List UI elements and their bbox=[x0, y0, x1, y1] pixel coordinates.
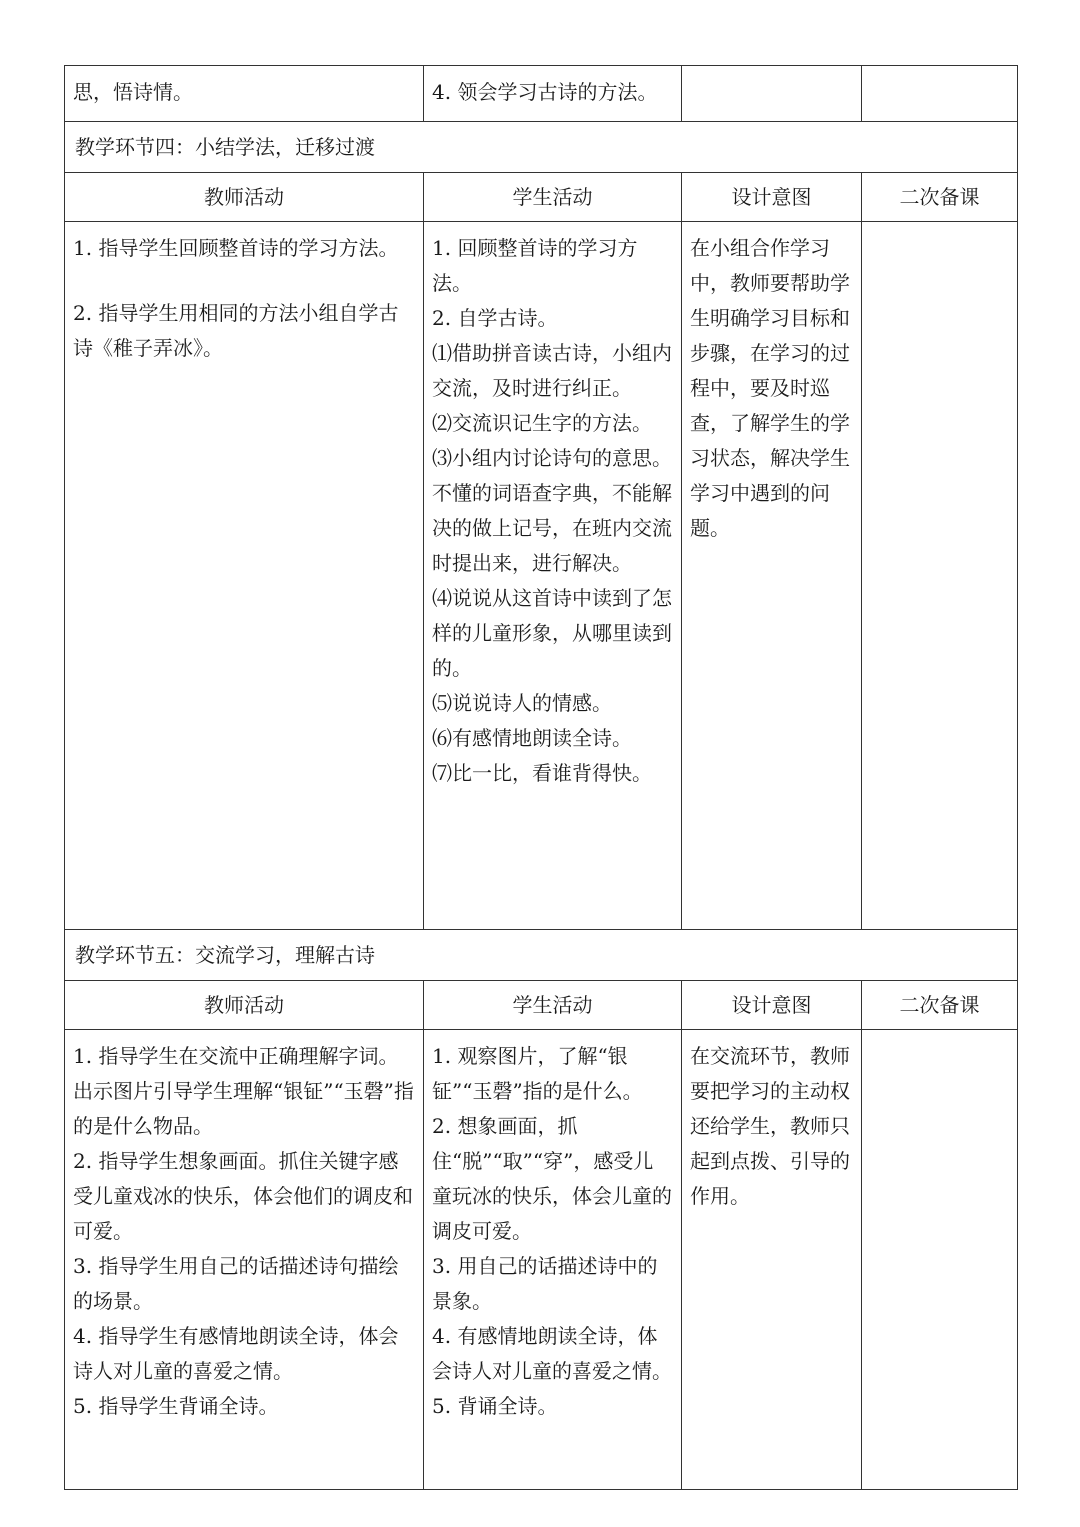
student-item: 1. 观察图片，了解“银钲”“玉磬”指的是什么。 bbox=[432, 1044, 643, 1103]
student-item: 1. 回顾整首诗的学习方法。 bbox=[432, 236, 638, 295]
intent-cell bbox=[682, 222, 862, 930]
header-intent: 设计意图 bbox=[682, 173, 862, 222]
intent-cell bbox=[682, 66, 862, 122]
student-item: ⑸说说诗人的情感。 bbox=[432, 691, 612, 715]
intent-text: 在小组合作学习中，教师要帮助学生明确学习目标和步骤，在学习的过程中，要及时巡查，了解学生的学习状态，解决学生学习中遇到的问题。 bbox=[690, 236, 850, 540]
student-cell: 4. 领会学习古诗的方法。 bbox=[424, 66, 682, 122]
section5-title: 教学环节五：交流学习，理解古诗 bbox=[65, 930, 1018, 981]
student-item: ⑷说说从这首诗中读到了怎样的儿童形象，从哪里读到的。 bbox=[432, 586, 672, 680]
section4-title: 教学环节四：小结学法，迁移过渡 bbox=[65, 122, 1018, 173]
teacher-item: 2. 指导学生用相同的方法小组自学古诗《稚子弄冰》。 bbox=[73, 301, 399, 360]
student-item: 2. 想象画面，抓住“脱”“取”“穿”，感受儿童玩冰的快乐，体会儿童的调皮可爱。 bbox=[432, 1114, 672, 1243]
section-title-row bbox=[65, 930, 1018, 981]
student-item: 5. 背诵全诗。 bbox=[432, 1394, 558, 1418]
teacher-item: 2. 指导学生想象画面。抓住关键字感受儿童戏冰的快乐，体会他们的调皮和可爱。 bbox=[73, 1149, 413, 1243]
prep-cell bbox=[862, 66, 1018, 122]
teacher-item: 5. 指导学生背诵全诗。 bbox=[73, 1394, 279, 1418]
student-item: ⑶小组内讨论诗句的意思。不懂的词语查字典，不能解决的做上记号，在班内交流时提出来，进行解决。 bbox=[432, 446, 672, 575]
student-item: ⑵交流识记生字的方法。 bbox=[432, 411, 652, 435]
student-cell bbox=[424, 1030, 682, 1490]
student-item: 2. 自学古诗。 bbox=[432, 306, 558, 330]
header-row bbox=[65, 173, 1018, 222]
header-prep: 二次备课 bbox=[862, 173, 1018, 222]
teacher-item: 4. 指导学生有感情地朗读全诗，体会诗人对儿童的喜爱之情。 bbox=[73, 1324, 399, 1383]
table-row bbox=[65, 1030, 1018, 1490]
header-intent: 设计意图 bbox=[682, 981, 862, 1030]
teacher-cell bbox=[65, 222, 424, 930]
header-row bbox=[65, 981, 1018, 1030]
prep-cell bbox=[862, 1030, 1018, 1490]
lesson-plan-table bbox=[64, 65, 1018, 1490]
student-item: ⑴借助拼音读古诗，小组内交流，及时进行纠正。 bbox=[432, 341, 672, 400]
header-student: 学生活动 bbox=[424, 173, 682, 222]
student-item: 3. 用自己的话描述诗中的景象。 bbox=[432, 1254, 658, 1313]
teacher-cell: 思，悟诗情。 bbox=[65, 66, 424, 122]
teacher-item: 1. 指导学生回顾整首诗的学习方法。 bbox=[73, 236, 399, 260]
student-item: ⑺比一比，看谁背得快。 bbox=[432, 761, 652, 785]
intent-cell bbox=[682, 1030, 862, 1490]
student-cell bbox=[424, 222, 682, 930]
header-student: 学生活动 bbox=[424, 981, 682, 1030]
table-row bbox=[65, 222, 1018, 930]
header-teacher: 教师活动 bbox=[65, 981, 424, 1030]
student-item: 4. 有感情地朗读全诗，体会诗人对儿童的喜爱之情。 bbox=[432, 1324, 672, 1383]
header-teacher: 教师活动 bbox=[65, 173, 424, 222]
prep-cell bbox=[862, 222, 1018, 930]
intent-text: 在交流环节，教师要把学习的主动权还给学生，教师只起到点拨、引导的作用。 bbox=[690, 1044, 850, 1208]
teacher-cell bbox=[65, 1030, 424, 1490]
header-prep: 二次备课 bbox=[862, 981, 1018, 1030]
teacher-item: 1. 指导学生在交流中正确理解字词。出示图片引导学生理解“银钲”“玉磬”指的是什么物品。 bbox=[73, 1044, 414, 1138]
student-item: ⑹有感情地朗读全诗。 bbox=[432, 726, 632, 750]
teacher-item: 3. 指导学生用自己的话描述诗句描绘的场景。 bbox=[73, 1254, 399, 1313]
table-row bbox=[65, 66, 1018, 122]
section-title-row bbox=[65, 122, 1018, 173]
